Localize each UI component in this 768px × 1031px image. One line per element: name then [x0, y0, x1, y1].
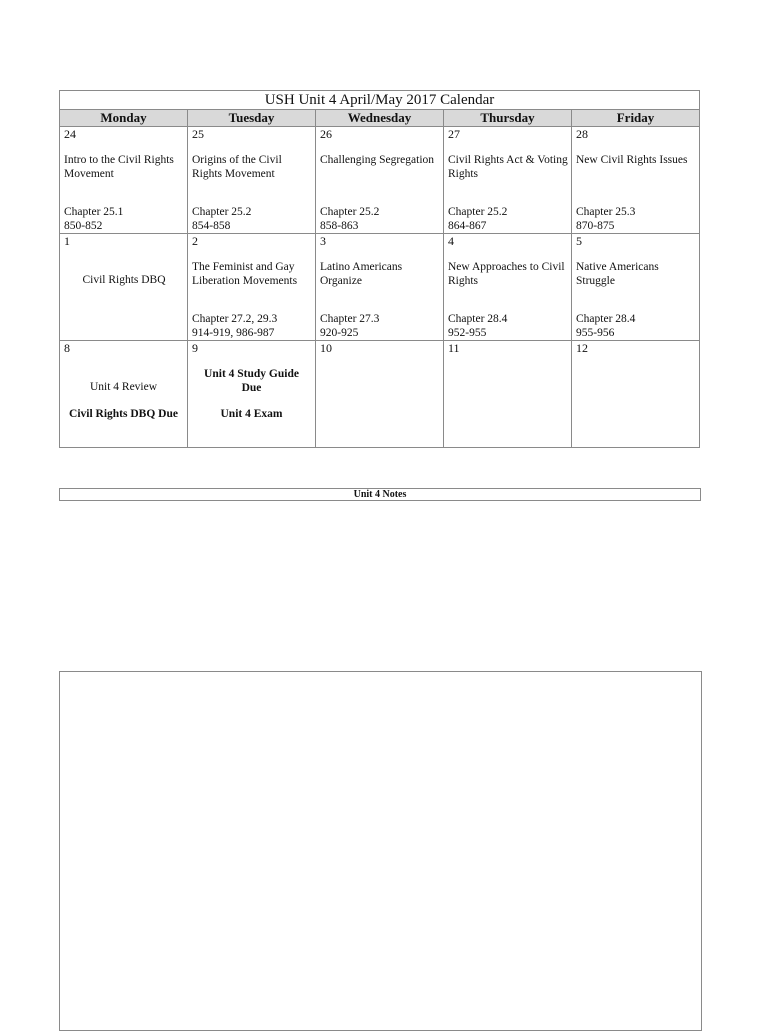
calendar-day-cell: [316, 341, 444, 448]
date-number: 5: [576, 234, 582, 248]
day-header-tuesday: Tuesday: [188, 110, 316, 127]
chapter-reference: Chapter 27.2, 29.3 914-919, 986-987: [192, 313, 278, 339]
calendar-week-row: [60, 341, 700, 448]
date-number: 26: [320, 127, 332, 141]
lesson-topic: New Civil Rights Issues: [576, 154, 688, 166]
due-item: Unit 4 Study Guide Due: [204, 368, 299, 394]
calendar-day-cell: [444, 234, 572, 341]
day-header-monday: Monday: [60, 110, 188, 127]
lesson-topic: The Feminist and Gay Liberation Movements: [192, 261, 298, 287]
day-header-wednesday: Wednesday: [316, 110, 444, 127]
chapter-reference: Chapter 25.2 854-858: [192, 206, 252, 232]
date-number: 11: [448, 341, 460, 355]
calendar-day-cell: [60, 234, 188, 341]
chapter-reference: Chapter 28.4 955-956: [576, 313, 636, 339]
calendar-day-cell: [572, 127, 700, 234]
lesson-topic: Unit 4 Review: [89, 381, 158, 393]
lesson-topic: Latino Americans Organize: [320, 261, 403, 287]
lesson-topic: Civil Rights DBQ: [82, 274, 166, 286]
calendar-day-cell: [572, 234, 700, 341]
lesson-topic: Native Americans Struggle: [576, 261, 659, 287]
calendar-day-cell: [444, 127, 572, 234]
calendar-day-cell: [188, 127, 316, 234]
lesson-topic: Civil Rights Act & Voting Rights: [448, 154, 568, 180]
chapter-reference: Chapter 25.2 858-863: [320, 206, 380, 232]
lesson-topic: Challenging Segregation: [320, 154, 435, 166]
lesson-topic: Intro to the Civil Rights Movement: [64, 154, 174, 180]
calendar-title: USH Unit 4 April/May 2017 Calendar: [60, 91, 700, 110]
date-number: 1: [64, 234, 70, 248]
day-header-thursday: Thursday: [444, 110, 572, 127]
notes-box: [59, 671, 702, 1031]
calendar-day-cell: [572, 341, 700, 448]
date-number: 25: [192, 127, 204, 141]
calendar-week-row: [60, 234, 700, 341]
calendar-day-cell: [316, 127, 444, 234]
due-item: Civil Rights DBQ Due: [69, 408, 178, 420]
date-number: 28: [576, 127, 588, 141]
calendar-week-row: [60, 127, 700, 234]
calendar-day-cell: [60, 127, 188, 234]
date-number: 12: [576, 341, 588, 355]
calendar-day-cell: [316, 234, 444, 341]
chapter-reference: Chapter 25.2 864-867: [448, 206, 508, 232]
calendar-day-cell: [60, 341, 188, 448]
chapter-reference: Chapter 27.3 920-925: [320, 313, 380, 339]
notes-header: Unit 4 Notes: [59, 488, 701, 501]
day-header-friday: Friday: [572, 110, 700, 127]
date-number: 4: [448, 234, 454, 248]
date-number: 8: [64, 341, 70, 355]
calendar-table: [59, 90, 700, 448]
lesson-topic: New Approaches to Civil Rights: [448, 261, 565, 287]
chapter-reference: Chapter 25.3 870-875: [576, 206, 636, 232]
date-number: 2: [192, 234, 198, 248]
date-number: 9: [192, 341, 198, 355]
date-number: 27: [448, 127, 460, 141]
date-number: 24: [64, 127, 76, 141]
calendar-day-cell: [444, 341, 572, 448]
chapter-reference: Chapter 28.4 952-955: [448, 313, 508, 339]
date-number: 10: [320, 341, 332, 355]
calendar-day-cell: [188, 234, 316, 341]
exam-item: Unit 4 Exam: [220, 408, 283, 420]
calendar-day-cell: [188, 341, 316, 448]
lesson-topic: Origins of the Civil Rights Movement: [192, 154, 282, 180]
date-number: 3: [320, 234, 326, 248]
chapter-reference: Chapter 25.1 850-852: [64, 206, 124, 232]
